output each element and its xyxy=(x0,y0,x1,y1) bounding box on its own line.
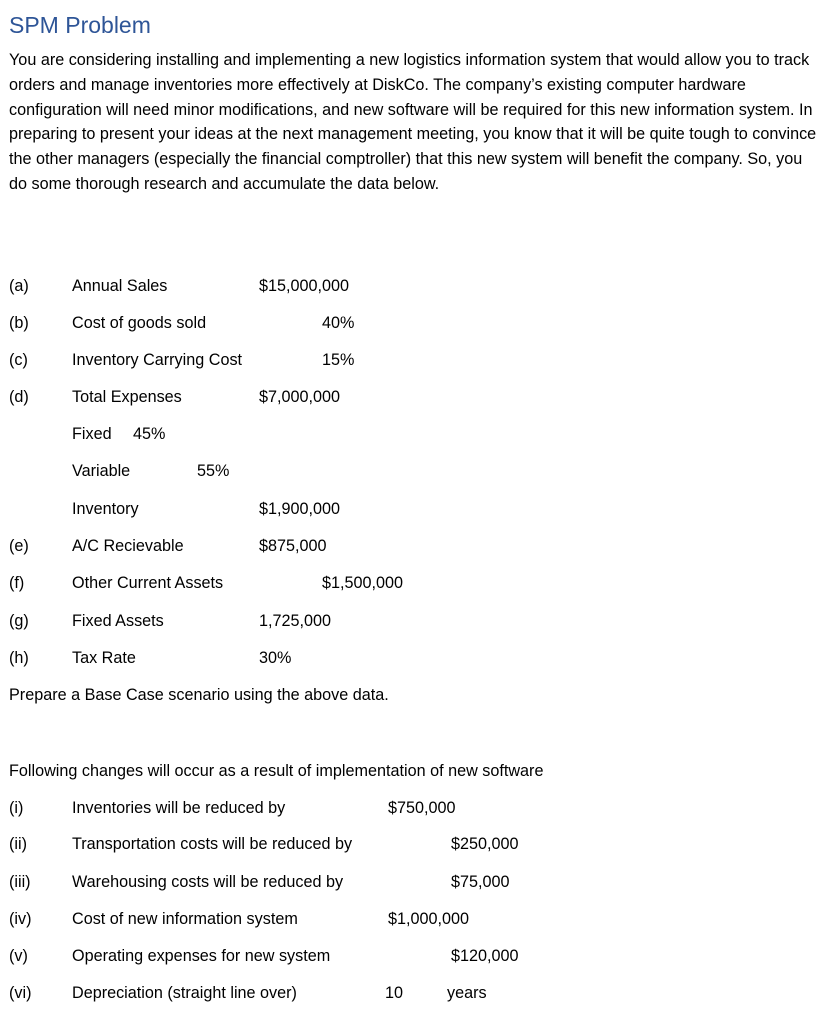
change-value-depreciation: 10 xyxy=(385,984,404,1002)
item-value-other-current-assets: $1,500,000 xyxy=(322,574,404,592)
item-value-cogs: 40% xyxy=(322,314,355,332)
change-label-iv: (iv) xyxy=(9,910,32,928)
intro-paragraph: You are considering installing and implementing a new logistics information system that would allow you to track orders and manage inventories more effectively at DiskCo. The company’s existing computer hardware configuration will need minor modifications, and new software will be required for this new information system. In preparing to present your ideas at the next management meeting, you know that it will be quite tough to convince the other managers (especially the financial comptroller) that this new system will benefit the company. So, you do some thorough research and accumulate the data below. xyxy=(9,51,817,193)
change-unit-depreciation: years xyxy=(447,984,487,1002)
change-label-iii: (iii) xyxy=(9,873,31,891)
item-name-other-current-assets: Other Current Assets xyxy=(72,574,224,592)
item-value-inventory-carrying-cost: 15% xyxy=(322,351,355,369)
item-name-cogs: Cost of goods sold xyxy=(72,314,207,332)
item-name-variable: Variable xyxy=(72,462,131,480)
change-value-inventories: $750,000 xyxy=(388,799,456,817)
item-value-tax-rate: 30% xyxy=(259,649,292,667)
change-value-transportation: $250,000 xyxy=(451,835,519,853)
item-name-inventory: Inventory xyxy=(72,500,139,518)
page-title: SPM Problem xyxy=(9,12,151,38)
item-value-annual-sales: $15,000,000 xyxy=(259,277,350,295)
item-value-variable: 55% xyxy=(197,462,230,480)
base-case-instruction: Prepare a Base Case scenario using the above data. xyxy=(9,686,389,704)
change-name-warehousing: Warehousing costs will be reduced by xyxy=(72,873,344,891)
item-name-annual-sales: Annual Sales xyxy=(72,277,168,295)
change-label-vi: (vi) xyxy=(9,984,32,1002)
change-value-new-system-cost: $1,000,000 xyxy=(388,910,470,928)
item-value-total-expenses: $7,000,000 xyxy=(259,388,341,406)
item-label-h: (h) xyxy=(9,649,29,667)
change-name-transportation: Transportation costs will be reduced by xyxy=(72,835,353,853)
change-label-ii: (ii) xyxy=(9,835,27,853)
item-name-ac-receivable: A/C Recievable xyxy=(72,537,184,555)
item-label-g: (g) xyxy=(9,612,29,630)
item-label-e: (e) xyxy=(9,537,29,555)
item-name-total-expenses: Total Expenses xyxy=(72,388,182,406)
change-name-operating-expenses: Operating expenses for new system xyxy=(72,947,331,965)
item-value-ac-receivable: $875,000 xyxy=(259,537,327,555)
change-value-warehousing: $75,000 xyxy=(451,873,510,891)
change-label-v: (v) xyxy=(9,947,28,965)
item-name-tax-rate: Tax Rate xyxy=(72,649,136,667)
change-name-depreciation: Depreciation (straight line over) xyxy=(72,984,297,1002)
item-value-fixed: 45% xyxy=(133,425,166,443)
item-label-d: (d) xyxy=(9,388,29,406)
change-value-operating-expenses: $120,000 xyxy=(451,947,519,965)
item-label-a: (a) xyxy=(9,277,29,295)
item-value-inventory: $1,900,000 xyxy=(259,500,341,518)
item-value-fixed-assets: 1,725,000 xyxy=(259,612,332,630)
item-label-c: (c) xyxy=(9,351,28,369)
changes-heading: Following changes will occur as a result of implementation of new software xyxy=(9,762,544,780)
item-name-inventory-carrying-cost: Inventory Carrying Cost xyxy=(72,351,243,369)
item-label-b: (b) xyxy=(9,314,29,332)
item-label-f: (f) xyxy=(9,574,25,592)
item-name-fixed-assets: Fixed Assets xyxy=(72,612,164,630)
item-name-fixed: Fixed xyxy=(72,425,112,443)
change-name-new-system-cost: Cost of new information system xyxy=(72,910,298,928)
change-name-inventories: Inventories will be reduced by xyxy=(72,799,286,817)
change-label-i: (i) xyxy=(9,799,24,817)
